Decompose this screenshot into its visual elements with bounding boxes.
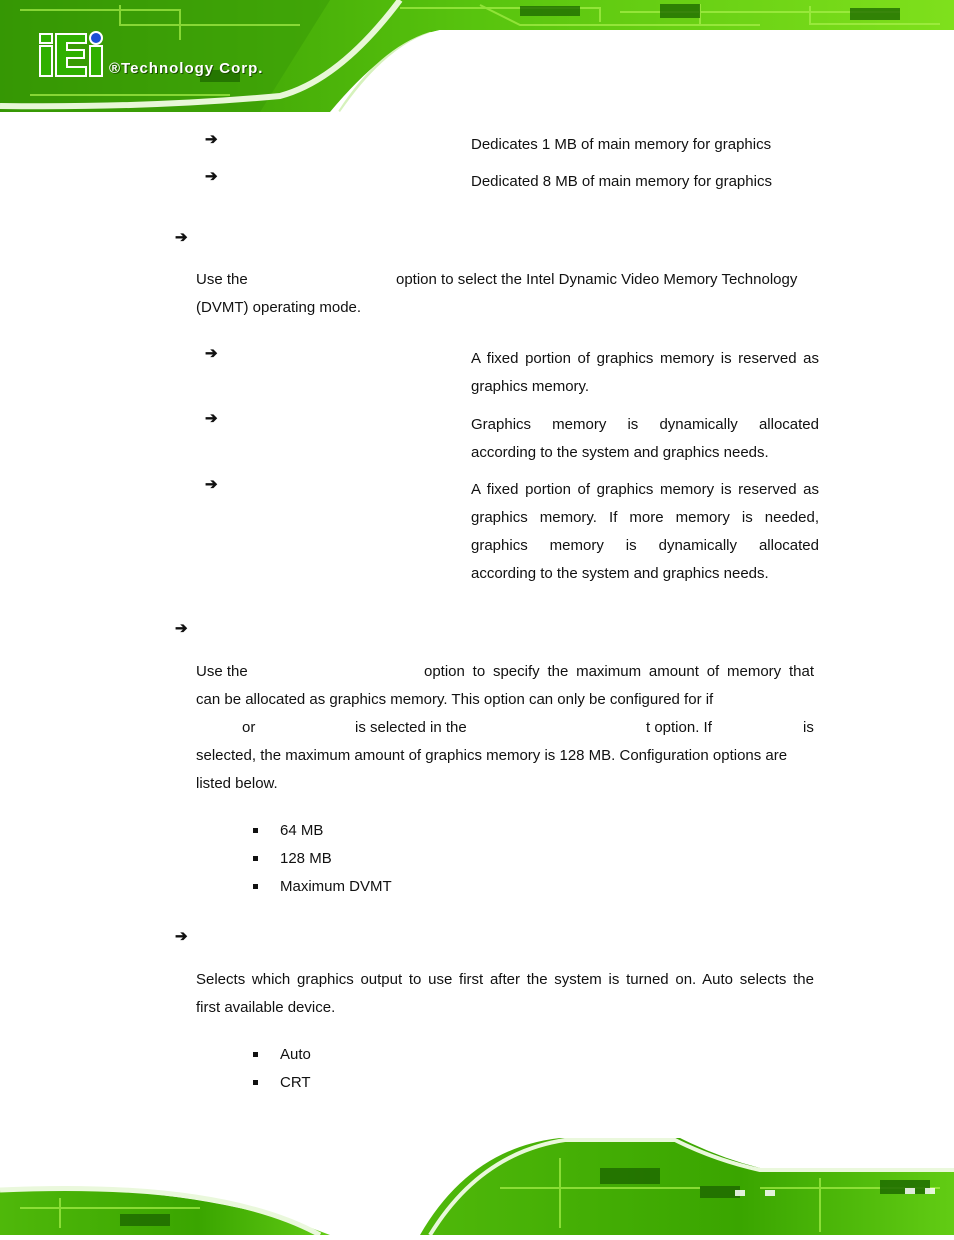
arrow-icon: ➔ [205,168,218,185]
option-description: A fixed portion of graphics memory is reserved as [471,481,819,498]
paragraph-text: listed below. [196,775,278,792]
paragraph-text: selected, the maximum amount of graphics memory is 128 MB. Configuration options are [196,747,788,764]
paragraph-text: t option. If [646,719,712,736]
option-description: graphics memory. If more memory is needed, [471,509,819,526]
option-description: graphics memory. [471,378,590,395]
bullet-icon [253,1052,258,1057]
paragraph-text: can be allocated as graphics memory. This option can only be configured for if [196,691,714,708]
option-description: according to the system and graphics needs. [471,565,769,582]
list-item: 64 MB [280,822,324,839]
footer-banner [0,1128,954,1235]
option-description: Graphics memory is dynamically allocated [471,416,819,433]
option-description: Dedicated 8 MB of main memory for graphics [471,173,772,190]
arrow-icon: ➔ [205,410,218,427]
section-arrow-icon: ➔ [175,928,188,945]
paragraph-text: first available device. [196,999,336,1016]
paragraph-text: Use the [196,271,248,288]
paragraph-text: Selects which graphics output to use first after the system is turned on. Auto selects the [196,971,814,988]
paragraph-text: or [242,719,256,736]
bullet-icon [253,1080,258,1085]
section-arrow-icon: ➔ [175,620,188,637]
header-banner [0,0,954,112]
paragraph-text: (DVMT) operating mode. [196,299,362,316]
option-description: Dedicates 1 MB of main memory for graphics [471,136,772,153]
option-description: graphics memory is dynamically allocated [471,537,819,554]
option-description: A fixed portion of graphics memory is reserved as [471,350,819,367]
paragraph-text: is selected in the [355,719,467,736]
list-item: Maximum DVMT [280,878,392,895]
arrow-icon: ➔ [205,131,218,148]
paragraph-text: Use the [196,663,248,680]
paragraph-text: option to select the Intel Dynamic Video Memory Technology [396,271,798,288]
brand-name: ®Technology Corp. [109,60,264,77]
arrow-icon: ➔ [205,476,218,493]
list-item: CRT [280,1074,311,1091]
list-item: 128 MB [280,850,332,867]
list-item: Auto [280,1046,311,1063]
circuit-board-graphic [0,1128,954,1235]
iei-logo [40,32,102,76]
arrow-icon: ➔ [205,345,218,362]
paragraph-text: option to specify the maximum amount of memory that [424,663,814,680]
bullet-icon [253,856,258,861]
section-arrow-icon: ➔ [175,229,188,246]
bullet-icon [253,828,258,833]
bullet-icon [253,884,258,889]
paragraph-text: is [803,719,814,736]
option-description: according to the system and graphics needs. [471,444,769,461]
circuit-board-graphic [0,0,954,112]
